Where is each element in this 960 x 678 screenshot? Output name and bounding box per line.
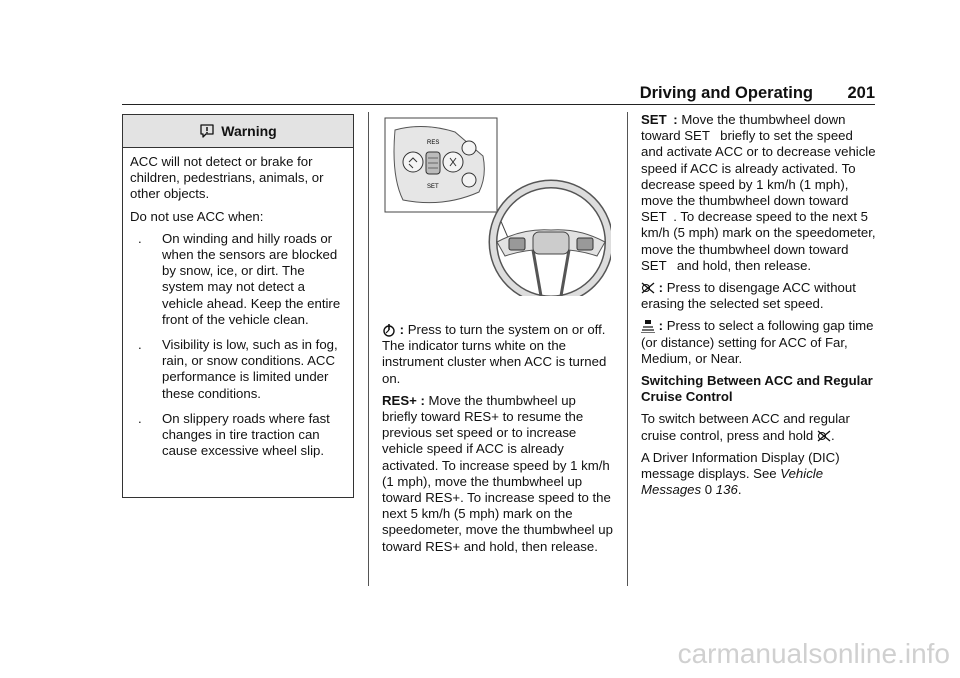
section-title: Driving and Operating xyxy=(639,84,813,102)
switch-end: . xyxy=(830,427,835,443)
cancel-icon xyxy=(817,429,831,443)
power-text: Press to turn the system on or off. The indicator turns white on the instrument cluster when ACC is turned on. xyxy=(382,322,607,386)
set-label: SET xyxy=(427,184,439,190)
cancel-paragraph xyxy=(641,280,877,312)
bullet-mark: . xyxy=(138,230,142,246)
power-sep: : xyxy=(399,322,405,337)
switch-text: To switch between ACC and regular cruise control, press and hold xyxy=(641,411,850,443)
bullet-text: On slippery roads where fast changes in tire traction can cause excessive wheel slip. xyxy=(162,410,330,459)
watermark: carmanualsonline.info xyxy=(677,638,950,669)
switch-heading: Switching Between ACC and Regular Cruise Control xyxy=(641,373,873,405)
warning-header xyxy=(123,115,353,148)
warning-do-not-use: Do not use ACC when: xyxy=(130,208,264,224)
dic-paragraph xyxy=(641,450,877,499)
res-paragraph xyxy=(382,393,614,555)
vehicle-messages-link[interactable]: Vehicle Messages xyxy=(641,466,824,498)
set-term: SET : xyxy=(641,112,678,127)
warning-box xyxy=(122,114,354,498)
steering-wheel-illustration xyxy=(383,116,611,296)
power-paragraph xyxy=(382,322,614,387)
set-paragraph xyxy=(641,112,877,274)
set-text: Move the thumbwheel down toward SET briefly to set the speed and activate ACC or to decrease vehicle speed if ACC is already activated. To decrease speed by 1 km/h (1 mph), move the thumbwheel down toward SET . To decrease speed to the next 5 km/h (5 mph) mark on the speedometer, move the thumbwheel down toward SET and hold, then release. xyxy=(641,112,876,273)
bullet-text: On winding and hilly roads or when the sensors are blocked by snow, ice, or dirt. The system may not detect a vehicle ahead. Keep the entire front of the vehicle clean. xyxy=(162,230,341,327)
bullet-text: Visibility is low, such as in fog, rain, or snow conditions. ACC performance is limited under these conditions. xyxy=(162,337,338,401)
cancel-sep: : xyxy=(658,280,664,296)
cancel-text: Press to disengage ACC without erasing the selected set speed. xyxy=(641,280,856,312)
res-text: Move the thumbwheel up briefly toward RES+ to resume the previous set speed or to increase vehicle speed if ACC is already activated. To increase speed by 1 km/h (1 mph), move the thumbwheel up toward RES+. To increase speed to the next 5 km/h (5 mph) mark on the speedometer, move the thumbwheel up toward RES+ and hold, then release. xyxy=(382,392,613,554)
gap-sep: : xyxy=(658,318,664,334)
bullet-mark: . xyxy=(138,337,142,353)
warning-icon xyxy=(199,123,215,139)
warning-body xyxy=(123,148,353,459)
right-column xyxy=(641,112,877,504)
list-item xyxy=(130,411,345,460)
column-divider-1 xyxy=(368,112,369,586)
column-divider-2 xyxy=(627,112,628,586)
page-ref-arrow: 0 xyxy=(704,482,713,498)
gap-text: Press to select a following gap time (or distance) setting for ACC of Far, Medium, or Near. xyxy=(641,318,874,366)
res-term: RES+ : xyxy=(382,392,425,408)
page-number: 201 xyxy=(847,84,875,102)
warning-title: Warning xyxy=(221,123,277,139)
dic-end: . xyxy=(737,482,742,498)
list-item xyxy=(130,231,345,328)
cruise-switch-closeup xyxy=(385,118,497,212)
dic-text: A Driver Information Display (DIC) message displays. See xyxy=(641,449,840,482)
switch-paragraph xyxy=(641,411,877,443)
bullet-mark: . xyxy=(138,410,142,426)
page-header xyxy=(122,84,875,105)
following-gap-icon xyxy=(641,319,655,333)
middle-column xyxy=(382,322,614,561)
res-label: RES xyxy=(427,140,440,146)
cancel-icon xyxy=(641,281,655,295)
page-ref-number[interactable]: 136 xyxy=(715,482,738,498)
warning-intro: ACC will not detect or brake for children, pedestrians, animals, or other objects. xyxy=(130,154,324,202)
steering-wheel xyxy=(493,184,609,296)
cruise-power-icon xyxy=(382,323,396,337)
gap-paragraph xyxy=(641,318,877,367)
list-item xyxy=(130,337,345,402)
